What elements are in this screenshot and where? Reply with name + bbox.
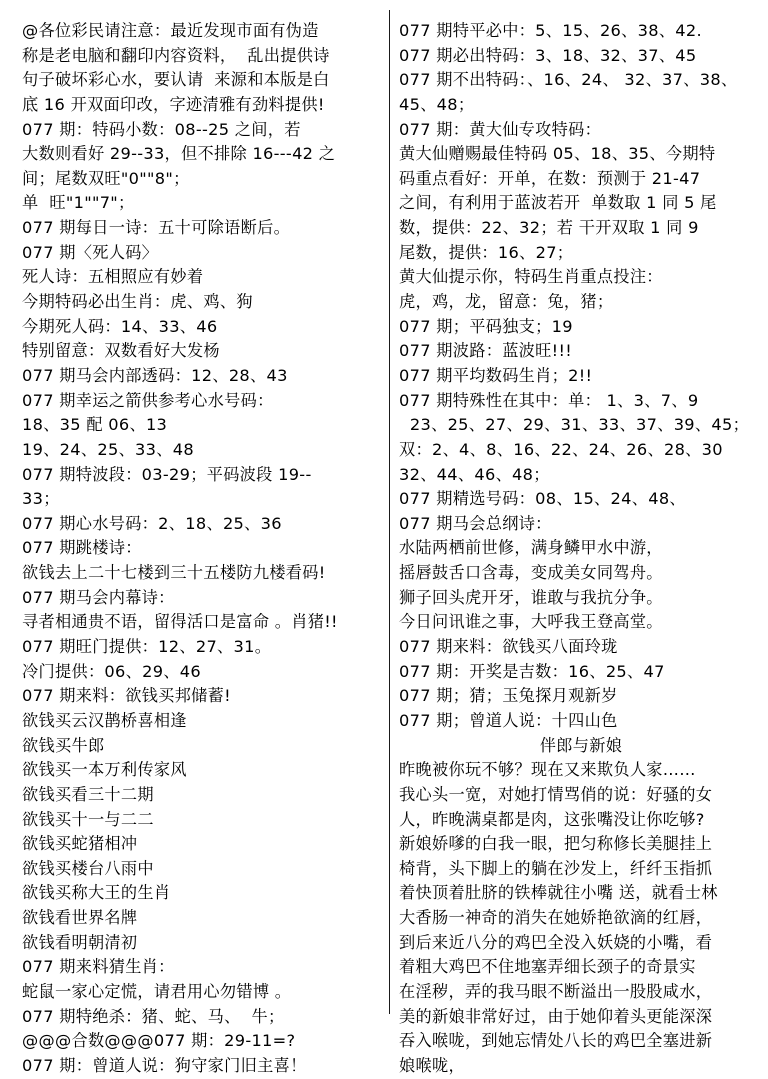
- right-text-line: 077 期特殊性在其中：单： 1、3、7、9: [399, 390, 699, 410]
- right-text-line: 摇唇鼓舌口含毒，变成美女同驾舟。: [399, 563, 663, 583]
- right-text-line: 虎，鸡，龙，留意：兔，猪；: [399, 292, 614, 312]
- right-text-line: 黄大仙提示你，特码生肖重点投注：: [399, 267, 663, 287]
- left-text-line: 单 旺"1""7"；: [22, 193, 135, 213]
- right-text-line: 数，提供：22、32；若 干开双取 1 同 9: [399, 218, 699, 238]
- right-text-line: 狮子回头虎开牙，谁敢与我抗分争。: [399, 587, 663, 607]
- right-text-line: 今日问讯谁之事，大呼我王登高堂。: [399, 612, 663, 632]
- left-text-line: 称是老电脑和翻印内容资料， 乱出提供诗: [22, 45, 330, 65]
- left-text-line: 寻者相通贵不语，留得活口是富命 。肖猪!!: [22, 612, 338, 632]
- story-line: 着粗大鸡巴不住地塞弄细长颈子的奇景实: [399, 957, 696, 977]
- right-text-line: 077 期平均数码生肖；2!!: [399, 365, 593, 385]
- right-text-line: 之间，有利用于蓝波若开 单数取 1 同 5 尾: [399, 193, 717, 213]
- left-text-line: 19、24、25、33、48: [22, 439, 194, 459]
- left-text-line: 077 期〈死人码〉: [22, 242, 159, 262]
- right-text-line: 077 期不出特码：、16、24、 32、37、38、: [399, 70, 738, 90]
- story-line: 昨晚被你玩不够？现在又来欺负人家……: [399, 760, 696, 780]
- left-text-line: 077 期每日一诗：五十可除语断后。: [22, 218, 291, 238]
- story-line: 人，昨晚满桌都是肉，这张嘴没让你吃够?: [399, 809, 705, 829]
- story-line: 大香肠一神奇的消失在她娇艳欲滴的红唇，: [399, 908, 713, 928]
- right-text-line: 45、48；: [399, 94, 475, 114]
- right-text-line: 077 期；曾道人说：十四山色: [399, 710, 618, 730]
- left-text-line: 欲钱买称大王的生肖: [22, 883, 171, 903]
- left-text-line: @@@合数@@@077 期：29-11=?: [22, 1031, 296, 1051]
- left-text-line: 欲钱买看三十二期: [22, 784, 154, 804]
- left-text-line: 077 期马会内部透码：12、28、43: [22, 365, 288, 385]
- story-title: 伴郎与新娘: [539, 735, 623, 755]
- left-text-line: 死人诗：五相照应有妙着: [22, 267, 204, 287]
- right-text-line: 077 期来料：欲钱买八面玲珑: [399, 637, 618, 657]
- left-text-line: 欲钱买蛇猪相冲: [22, 834, 138, 854]
- right-text-line: 尾数，提供：16、27；: [399, 242, 574, 262]
- left-text-line: 077 期特绝杀：猪、蛇、马、 牛；: [22, 1006, 285, 1026]
- left-text-line: 蛇鼠一家心定慌，请君用心勿错博 。: [22, 981, 292, 1001]
- left-text-line: 077 期特波段：03-29；平码波段 19--: [22, 464, 312, 484]
- right-text-line: 077 期波路：蓝波旺!!!: [399, 341, 573, 361]
- story-line: 着快顶着肚脐的铁棒就往小嘴 送，就看士林: [399, 883, 718, 903]
- left-text-line: 077 期幸运之箭供参考心水号码：: [22, 390, 274, 410]
- story-line: 吞入喉咙，到她忘情处八长的鸡巴全塞进新: [399, 1031, 713, 1051]
- left-text-line: 欲钱买楼台八雨中: [22, 858, 154, 878]
- column-divider: [389, 10, 390, 1014]
- left-text-line: 句子破坏彩心水，要认请 来源和本版是白: [22, 70, 330, 90]
- right-text-line: 23、25、27、29、31、33、37、39、45；: [399, 415, 750, 435]
- left-text-line: 间；尾数双旺"0""8"；: [22, 168, 190, 188]
- left-text-line: 欲钱看明朝清初: [22, 932, 138, 952]
- right-text-line: 双：2、4、8、16、22、24、26、28、30: [399, 439, 723, 459]
- story-line: 到后来近八分的鸡巴全没入妖娆的小嘴，看: [399, 932, 713, 952]
- story-line: 娘喉咙，: [399, 1055, 465, 1075]
- right-text-line: 077 期必出特码：3、18、32、37、45: [399, 45, 697, 65]
- right-text-line: 码重点看好：开单，在数：预测于 21-47: [399, 168, 701, 188]
- right-text-line: 077 期特平必中：5、15、26、38、42.: [399, 21, 702, 40]
- right-text-line: 32、44、46、48；: [399, 464, 550, 484]
- left-text-line: 077 期跳楼诗：: [22, 538, 142, 558]
- story-line: 我心头一宽，对她打情骂俏的说：好骚的女: [399, 784, 713, 804]
- left-text-line: 077 期马会内幕诗：: [22, 587, 175, 607]
- story-line: 在淫秽，弄的我马眼不断溢出一股股咸水，: [399, 981, 713, 1001]
- right-text-line: 077 期：开奖是吉数：16、25、47: [399, 661, 665, 681]
- left-text-line: 欲钱买一本万利传家风: [22, 760, 187, 780]
- right-text-line: 077 期马会总纲诗：: [399, 513, 552, 533]
- left-text-line: 欲钱看世界名牌: [22, 908, 138, 928]
- right-text-line: 077 期；平码独支；19: [399, 316, 573, 336]
- left-text-line: 冷门提供：06、29、46: [22, 661, 202, 681]
- left-text-line: @各位彩民请注意：最近发现市面有伪造: [22, 21, 319, 40]
- left-text-line: 大数则看好 29--33，但不排除 16---42 之: [22, 144, 336, 164]
- story-line: 新娘娇嗲的白我一眼，把匀称修长美腿挂上: [399, 834, 713, 854]
- left-text-line: 底 16 开双面印改，字迹清雅有劲料提供!: [22, 94, 325, 114]
- left-text-line: 今期死人码：14、33、46: [22, 316, 218, 336]
- right-text-line: 077 期：黄大仙专攻特码：: [399, 119, 602, 139]
- right-column: [399, 19, 763, 1079]
- story-line: 椅背，头下脚上的躺在沙发上，纤纤玉指抓: [399, 858, 713, 878]
- left-text-line: 18、35 配 06、13: [22, 415, 168, 435]
- left-text-line: 077 期：曾道人说：狗守家门旧主喜！: [22, 1055, 307, 1075]
- left-text-line: 特别留意：双数看好大发杨: [22, 341, 220, 361]
- story-line: 美的新娘非常好过，由于她仰着头更能深深: [399, 1006, 713, 1026]
- left-text-line: 欲钱买云汉鹊桥喜相逢: [22, 710, 187, 730]
- left-text-line: 077 期旺门提供：12、27、31。: [22, 637, 272, 657]
- left-text-line: 欲钱买牛郎: [22, 735, 105, 755]
- left-text-line: 欲钱买十一与二二: [22, 809, 154, 829]
- left-text-line: 077 期：特码小数：08--25 之间，若: [22, 119, 301, 139]
- left-column: [22, 19, 384, 1079]
- right-text-line: 黄大仙赠赐最佳特码 05、18、35、今期特: [399, 144, 716, 164]
- right-text-line: 077 期；猜；玉兔探月观新岁: [399, 686, 618, 706]
- right-text-line: 077 期精选号码：08、15、24、48、: [399, 489, 686, 509]
- left-text-line: 077 期心水号码：2、18、25、36: [22, 513, 282, 533]
- right-text-line: 水陆两栖前世修，满身鳞甲水中游，: [399, 538, 663, 558]
- left-text-line: 33；: [22, 489, 60, 509]
- left-text-line: 今期特码必出生肖：虎、鸡、狗: [22, 292, 253, 312]
- left-text-line: 077 期来料猜生肖：: [22, 957, 175, 977]
- left-text-line: 欲钱去上二十七楼到三十五楼防九楼看码!: [22, 563, 326, 583]
- left-text-line: 077 期来料：欲钱买邦储蓄!: [22, 686, 231, 706]
